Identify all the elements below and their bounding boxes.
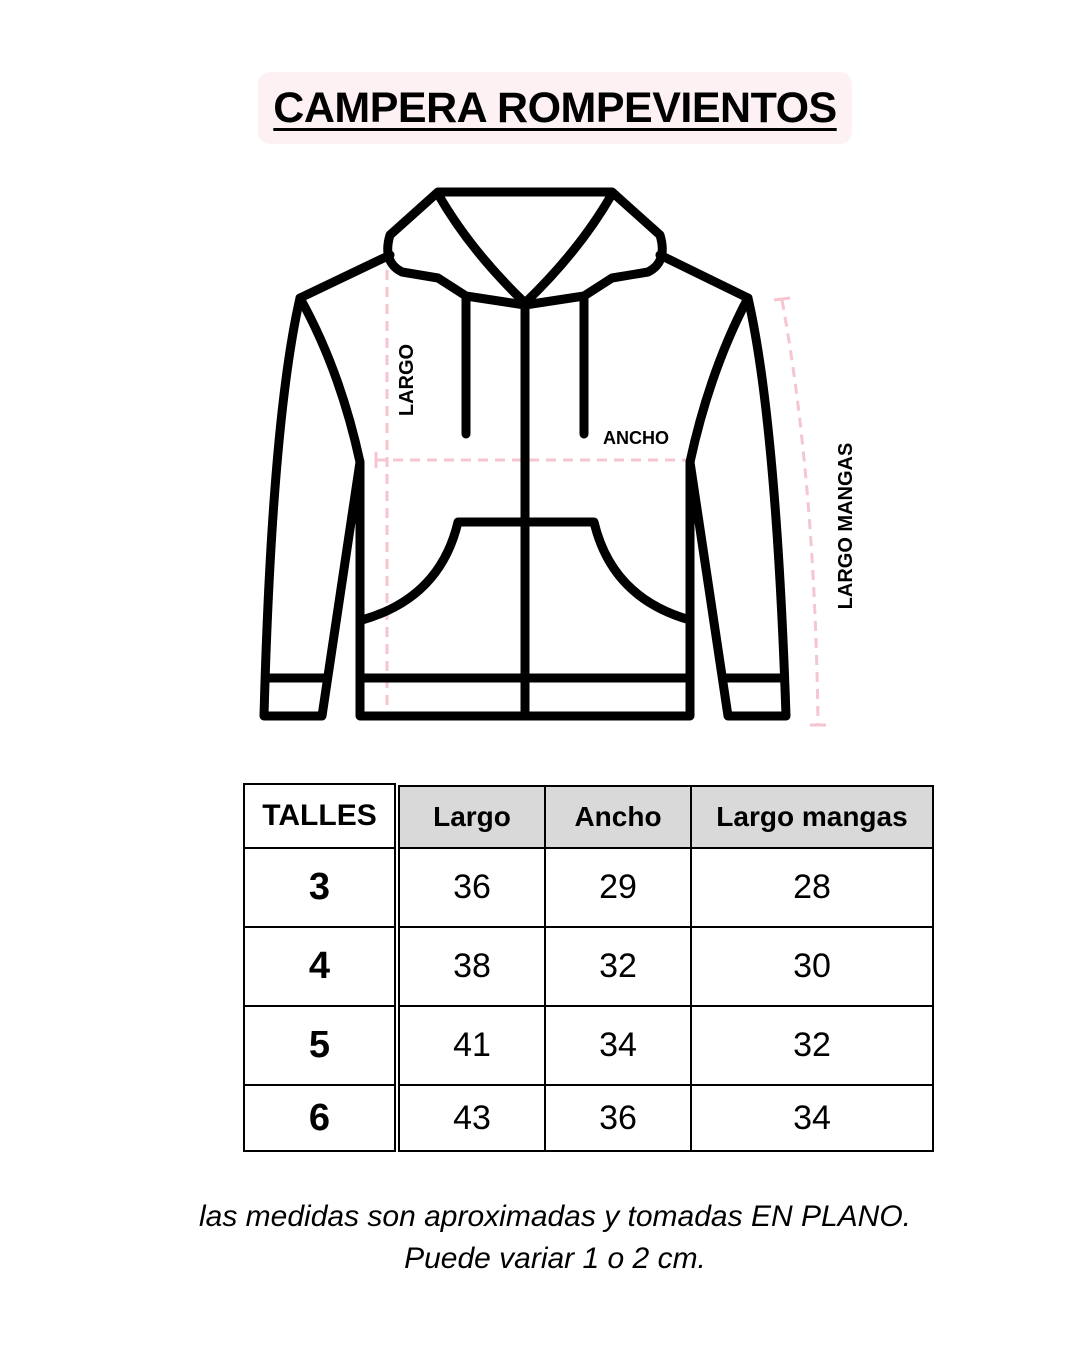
largo-label: LARGO xyxy=(396,343,418,417)
table-row xyxy=(399,848,933,927)
note-line-2: Puede variar 1 o 2 cm. xyxy=(404,1242,706,1275)
measurement-note xyxy=(0,1196,1080,1280)
measurements-table xyxy=(398,785,934,1152)
mangas-cell: 30 xyxy=(691,927,933,1006)
ancho-cell: 36 xyxy=(545,1085,691,1151)
talles-header: TALLES xyxy=(244,784,395,848)
table-row xyxy=(244,927,395,1006)
table-row xyxy=(244,1085,395,1151)
mangas-cell: 32 xyxy=(691,1006,933,1085)
talles-table xyxy=(243,783,396,1152)
header-ancho: Ancho xyxy=(545,786,691,848)
talle-cell: 4 xyxy=(244,927,395,1006)
talle-cell: 5 xyxy=(244,1006,395,1085)
mangas-cell: 28 xyxy=(691,848,933,927)
table-row xyxy=(244,1006,395,1085)
ancho-cell: 32 xyxy=(545,927,691,1006)
largo-cell: 38 xyxy=(399,927,545,1006)
table-row xyxy=(399,1006,933,1085)
mangas-cell: 34 xyxy=(691,1085,933,1151)
page-title: CAMPERA ROMPEVIENTOS xyxy=(273,83,837,132)
largo-cell: 36 xyxy=(399,848,545,927)
talle-cell: 3 xyxy=(244,848,395,927)
hoodie-outline xyxy=(264,192,786,716)
largo-mangas-label: LARGO MANGAS xyxy=(835,442,857,610)
note-line-1: las medidas son aproximadas y tomadas EN PLANO. xyxy=(199,1200,911,1233)
ancho-cell: 34 xyxy=(545,1006,691,1085)
table-row xyxy=(399,1085,933,1151)
talle-cell: 6 xyxy=(244,1085,395,1151)
ancho-label: ANCHO xyxy=(603,428,669,448)
ancho-cell: 29 xyxy=(545,848,691,927)
largo-cell: 41 xyxy=(399,1006,545,1085)
table-row xyxy=(244,848,395,927)
header-largo: Largo xyxy=(399,786,545,848)
largo-cell: 43 xyxy=(399,1085,545,1151)
header-largo-mangas: Largo mangas xyxy=(691,786,933,848)
table-row xyxy=(399,927,933,1006)
